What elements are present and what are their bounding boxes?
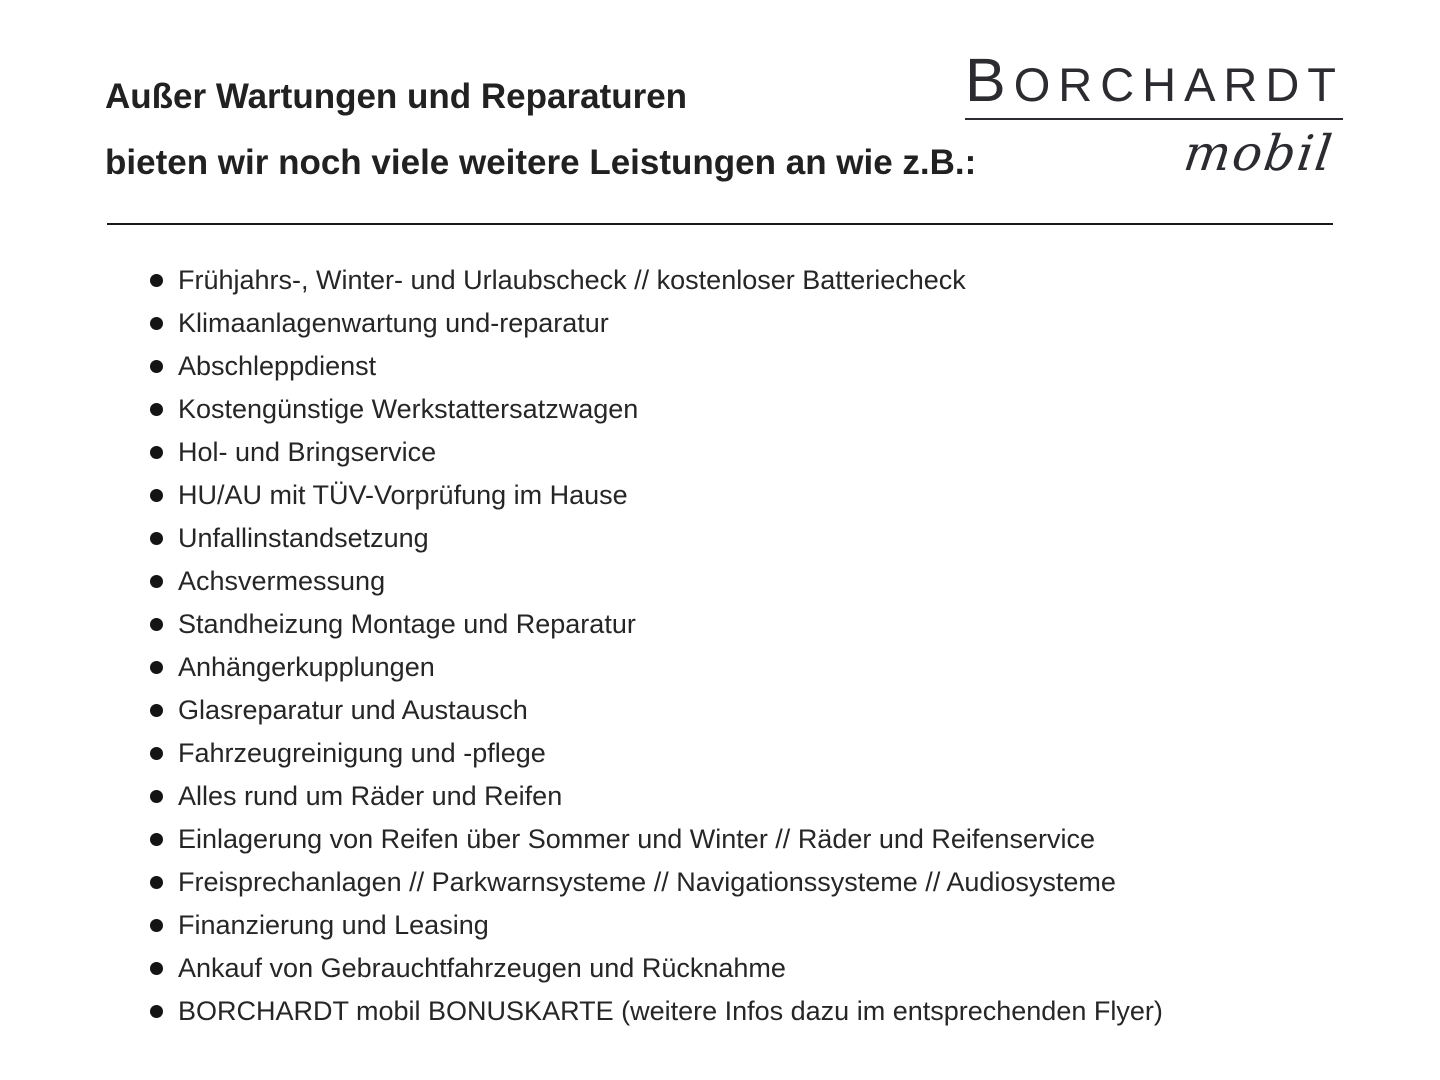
service-item-label: Unfallinstandsetzung [178, 523, 429, 553]
bullet-icon [150, 919, 163, 932]
service-item [150, 947, 1163, 990]
bullet-icon [150, 489, 163, 502]
service-item-label: Einlagerung von Reifen über Sommer und Winter // Räder und Reifenservice [178, 824, 1095, 854]
bullet-icon [150, 876, 163, 889]
service-item-label: Freisprechanlagen // Parkwarnsysteme // Navigationssysteme // Audiosysteme [178, 867, 1116, 897]
service-item [150, 431, 1163, 474]
bullet-icon [150, 790, 163, 803]
service-item [150, 818, 1163, 861]
service-item-label: Achsvermessung [178, 566, 386, 596]
logo-underline-rule [965, 118, 1343, 120]
service-item [150, 388, 1163, 431]
service-item [150, 259, 1163, 302]
logo-wordmark: BORCHARDT [965, 46, 1345, 114]
service-item-label: Abschleppdienst [178, 351, 377, 381]
bullet-icon [150, 618, 163, 631]
bullet-icon [150, 575, 163, 588]
service-item-label: BORCHARDT mobil BONUSKARTE (weitere Infos dazu im entsprechenden Flyer) [178, 996, 1163, 1026]
bullet-icon [150, 274, 163, 287]
service-item-label: Ankauf von Gebrauchtfahrzeugen und Rücknahme [178, 953, 786, 983]
service-item-label: Klimaanlagenwartung und-reparatur [178, 308, 609, 338]
bullet-icon [150, 532, 163, 545]
bullet-icon [150, 360, 163, 373]
service-item-label: Anhängerkupplungen [178, 652, 435, 682]
bullet-icon [150, 704, 163, 717]
bullet-icon [150, 962, 163, 975]
logo-tagline-script: mobil [1180, 125, 1338, 182]
service-item-label: Alles rund um Räder und Reifen [178, 781, 563, 811]
borchardt-logo [965, 46, 1345, 182]
service-item [150, 904, 1163, 947]
service-item [150, 646, 1163, 689]
bullet-icon [150, 446, 163, 459]
service-item-label: Standheizung Montage und Reparatur [178, 609, 636, 639]
service-item [150, 560, 1163, 603]
service-list [150, 259, 1163, 1033]
page-title-line1: Außer Wartungen und Reparaturen [105, 77, 688, 116]
bullet-icon [150, 833, 163, 846]
bullet-icon [150, 661, 163, 674]
service-item [150, 517, 1163, 560]
service-item [150, 474, 1163, 517]
service-item [150, 732, 1163, 775]
service-item-label: Finanzierung und Leasing [178, 910, 489, 940]
service-item-label: Hol- und Bringservice [178, 437, 437, 467]
service-item-label: Kostengünstige Werkstattersatzwagen [178, 394, 639, 424]
page-title-line2: bieten wir noch viele weitere Leistungen an wie z.B.: [105, 143, 977, 182]
service-item [150, 689, 1163, 732]
service-item [150, 990, 1163, 1033]
bullet-icon [150, 317, 163, 330]
bullet-icon [150, 403, 163, 416]
service-item [150, 302, 1163, 345]
service-item [150, 603, 1163, 646]
service-item-label: HU/AU mit TÜV-Vorprüfung im Hause [178, 480, 628, 510]
service-item [150, 345, 1163, 388]
service-item [150, 861, 1163, 904]
service-item-label: Fahrzeugreinigung und -pflege [178, 738, 546, 768]
header-divider-rule [107, 223, 1333, 225]
page-title [105, 64, 976, 196]
bullet-icon [150, 1005, 163, 1018]
service-item [150, 775, 1163, 818]
bullet-icon [150, 747, 163, 760]
service-item-label: Frühjahrs-, Winter- und Urlaubscheck // kostenloser Batteriecheck [178, 265, 966, 295]
service-item-label: Glasreparatur und Austausch [178, 695, 528, 725]
